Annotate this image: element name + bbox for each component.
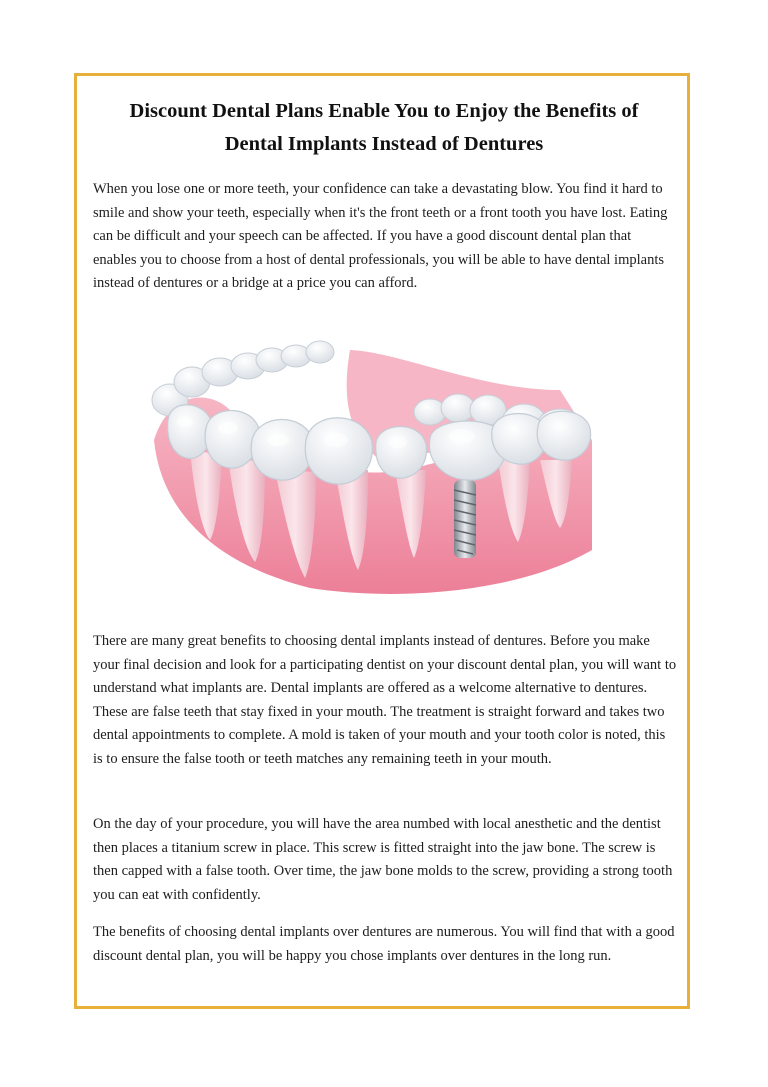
paragraph-benefits: There are many great benefits to choosing dental implants instead of dentures. Before you make your final decision and look for a participating dentist on your discount dental plan, you will want to understand what implants are. Dental implants are offered as a welcome alternative to dentures. These are false teeth that stay fixed in your mouth. The treatment is straight forward and takes two dental appointments to complete. A mold is taken of your mouth and your tooth color is noted, this is to ensure the false tooth or teeth matches any remaining teeth in your mouth. (93, 633, 677, 767)
title-line-1: Discount Dental Plans Enable You to Enjoy the Benefits of (129, 100, 639, 122)
paragraph-intro: When you lose one or more teeth, your confidence can take a devastating blow. You find it hard to smile and show your teeth, especially when it's the front teeth or a front tooth you have lost. Eating can be difficult and your speech can be affected. If you have a good discount dental plan that enables you to choose from a host of dental professionals, you will be able to have dental implants instead of dentures or a bridge at a price you can afford. (93, 181, 668, 292)
paragraph-procedure: On the day of your procedure, you will have the area numbed with local anesthetic and the dentist then places a titanium screw in place. This screw is fitted straight into the jaw bone. The screw is then capped with a false tooth. Over time, the jaw bone molds to the screw, providing a strong tooth you can eat with confidently. (93, 816, 673, 903)
dental-implant-illustration (140, 330, 610, 600)
title-line-2: Dental Implants Instead of Dentures (224, 133, 544, 155)
document-title (90, 95, 678, 161)
paragraph-conclusion: The benefits of choosing dental implants over dentures are numerous. You will find that with a good discount dental plan, you will be happy you chose implants over dentures in the long run. (93, 924, 675, 964)
implant-screw-icon (454, 480, 476, 558)
